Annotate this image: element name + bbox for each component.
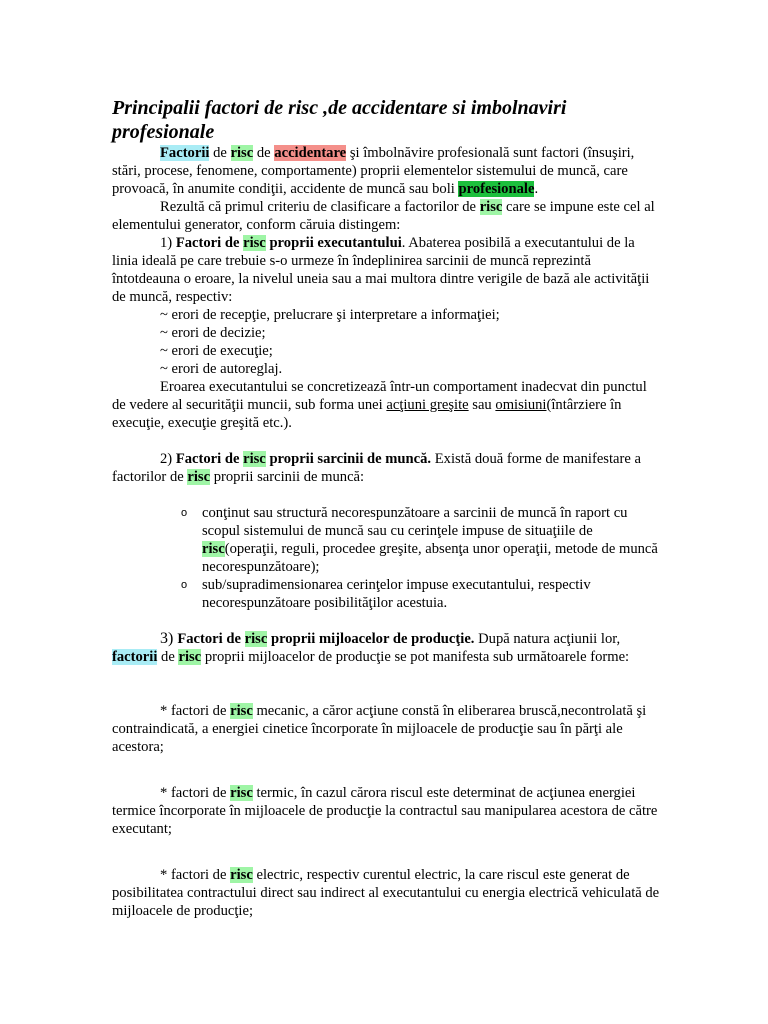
text: * factori de: [160, 703, 231, 719]
section-heading: Factori de: [175, 235, 244, 251]
spacer: [112, 838, 660, 866]
highlight-risc: risc: [243, 451, 266, 467]
highlight-risc: risc: [479, 199, 503, 215]
highlight-risc: risc: [230, 785, 253, 801]
section-heading: Factori de: [175, 451, 244, 467]
section-2-paragraph: [112, 450, 660, 486]
text: de: [253, 145, 275, 161]
spacer: [112, 432, 660, 450]
text: şi îmbolnăvire profesională sunt factori (însuşiri, stări, procese, fenomene, comportamente) proprii elementelor sistemului de muncă, care provoacă, în anumite condiţii, accidente de muncă sau boli: [112, 145, 635, 197]
document-body: [112, 96, 660, 920]
spacer: [112, 756, 660, 784]
highlight-risc: risc: [243, 235, 266, 251]
underlined-term: omisiuni: [495, 397, 547, 413]
spacer: [112, 486, 660, 504]
text: care se impune este cel al elementului generator, conform căruia distingem:: [112, 199, 655, 233]
spacer: [112, 612, 660, 630]
text: * factori de: [160, 867, 231, 883]
text: mecanic, a căror acţiune constă în eliberarea bruscă,necontrolată şi contraindicată, a energiei cinetice încorporate în mijloacele de producţie sau în părţi ale acestora;: [112, 703, 647, 755]
section-heading: Factori de: [177, 631, 245, 647]
text: proprii mijloacelor de producţie se pot manifesta sub următoarele forme:: [201, 649, 630, 665]
highlight-factorii: factorii: [112, 649, 158, 665]
text: . Abaterea posibilă a executantului de la linia ideală pe care trebuie s-o urmeze în îndeplinirea sarcinii de muncă reprezintă întotdeauna o eroare, la nivelul uneia sau a mai multora dintre verigile de bază ale activităţii de muncă, respectiv:: [112, 235, 650, 305]
text: proprii sarcinii de muncă:: [210, 469, 365, 485]
error-list-item: ~ erori de execuţie;: [160, 343, 273, 359]
task-bullet-list: [112, 504, 660, 612]
spacer: [112, 666, 660, 702]
bullet-marker: o: [181, 507, 188, 519]
highlight-accidentare: accidentare: [274, 145, 347, 161]
text: * factori de: [160, 785, 231, 801]
document-title: Principalii factori de risc ,de accidentare si imbolnaviri profesionale: [112, 97, 567, 143]
highlight-risc: risc: [244, 631, 268, 647]
text: electric, respectiv curentul electric, la care riscul este generat de posibilitatea contractului direct sau indirect al executantului cu energia electrică vehiculată de mijloacele de producţie;: [112, 867, 660, 919]
underlined-term: acţiuni greşite: [386, 397, 469, 413]
electrical-factor-paragraph: [112, 866, 660, 920]
section-heading: proprii executantului: [265, 235, 402, 251]
highlight-risc: risc: [230, 145, 254, 161]
highlight-risc: risc: [187, 469, 211, 485]
text: (operaţii, reguli, procedee greşite, absenţa unor operaţii, metode de muncă necorespunzătoare);: [202, 541, 658, 575]
highlight-profesionale: profesionale: [458, 181, 535, 197]
text: sau: [468, 397, 496, 413]
section-number: 3): [160, 630, 178, 647]
error-list-item: ~ erori de recepţie, prelucrare şi interpretare a informaţiei;: [160, 307, 500, 323]
text: sub/supradimensionarea cerinţelor impuse executantului, respectiv necorespunzătoare posibilităţilor acestuia.: [202, 577, 591, 611]
section-heading: proprii sarcinii de muncă.: [265, 451, 432, 467]
text: Există două forme de manifestare a factorilor de: [112, 451, 641, 485]
section-number: 2): [160, 451, 176, 467]
intro-paragraph: [112, 144, 660, 198]
error-paragraph: [112, 378, 660, 432]
thermal-factor-paragraph: [112, 784, 660, 838]
text: După natura acţiunii lor,: [474, 631, 621, 647]
highlight-risc: risc: [230, 867, 253, 883]
text: .: [534, 181, 539, 197]
classification-paragraph: [112, 198, 660, 234]
text: de: [157, 649, 179, 665]
section-number: 1): [160, 235, 176, 251]
highlight-risc: risc: [202, 541, 225, 557]
highlight-risc: risc: [230, 703, 253, 719]
error-list-item: ~ erori de decizie;: [160, 325, 266, 341]
section-heading: proprii mijloacelor de producţie.: [267, 631, 475, 647]
text: Eroarea executantului se concretizează într-un comportament inadecvat din punctul de vedere al securităţii muncii, sub forma unei: [112, 379, 647, 413]
text: de: [209, 145, 231, 161]
section-3-paragraph: [112, 630, 660, 666]
text: (întârziere în execuţie, execuţie greşită etc.).: [112, 397, 622, 431]
highlight-factorii: Factorii: [160, 145, 210, 161]
bullet-item: [181, 504, 660, 576]
error-list-item: ~ erori de autoreglaj.: [160, 361, 283, 377]
highlight-risc: risc: [178, 649, 202, 665]
section-1-paragraph: [112, 234, 660, 306]
bullet-item: [181, 576, 660, 612]
mechanical-factor-paragraph: [112, 702, 660, 756]
text: conţinut sau structură necorespunzătoare a sarcinii de muncă în raport cu scopul sistemului de muncă sau cu cerinţele impuse de situaţiile de: [202, 505, 628, 539]
bullet-marker: o: [181, 579, 188, 591]
text: Rezultă că primul criteriu de clasificare a factorilor de: [160, 199, 480, 215]
text: termic, în cazul cărora riscul este determinat de acţiunea energiei termice încorporate în mijloacele de producţie la contractul sau manipularea acestora de către executant;: [112, 785, 658, 837]
